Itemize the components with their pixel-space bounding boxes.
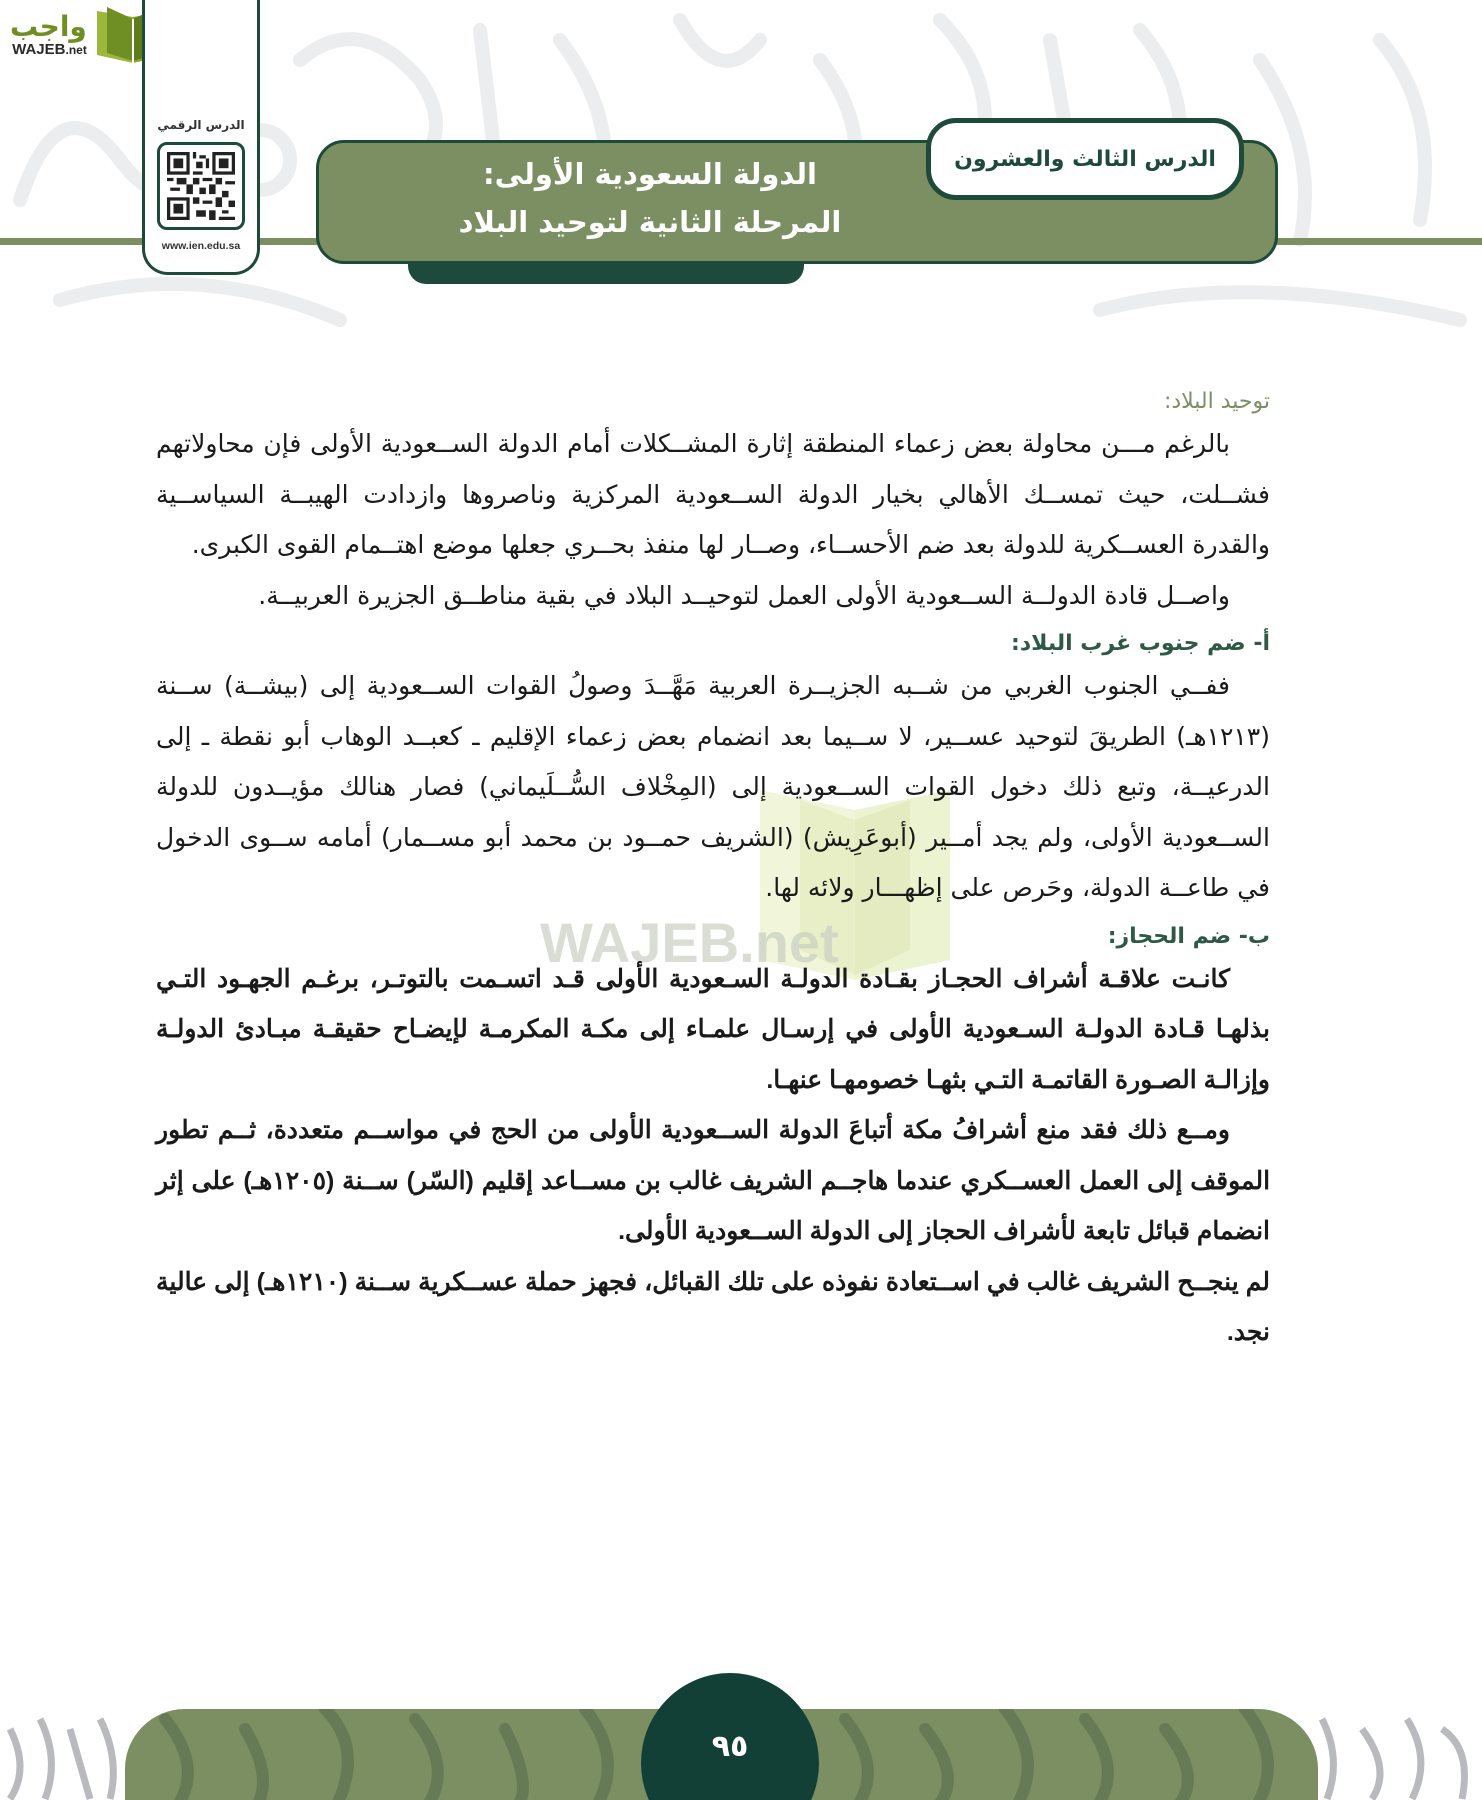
qr-code[interactable] <box>157 142 245 230</box>
digital-lesson-url[interactable]: www.ien.edu.sa <box>161 240 241 252</box>
logo-arabic-text: واجب <box>10 10 87 43</box>
paragraph: كانـت علاقـة أشراف الحجـاز بقـادة الدولـة السـعودية الأولى قـد اتسـمت بالتوتـر، برغـم الجهـود التـي بذلهـا قـادة الدولـة السـعودية الأولى في إرسـال علمـاء إلى مكـة المكرمـة لإيضـاح حقيقـة مبـادئ الدولـة وإزالـة الصـورة القاتمـة التـي بثهـا خصومهـا عنهـا. <box>156 964 1270 1094</box>
page-title <box>340 150 960 254</box>
section-heading-unification: توحيد البلاد: <box>1163 389 1270 414</box>
page-number-badge <box>641 1673 819 1800</box>
digital-lesson-label: الدرس الرقمي <box>157 118 245 132</box>
footer-calligraphy-right <box>1312 1709 1482 1800</box>
watermark-text: WAJEB.net <box>540 911 839 974</box>
logo-latin-text: WAJEB.net <box>12 41 87 58</box>
footer-calligraphy-left <box>0 1709 130 1800</box>
lesson-number-label: الدرس الثالث والعشرون <box>954 146 1216 172</box>
title-line-1: الدولة السعودية الأولى: <box>483 157 817 191</box>
paragraph: لم ينجــح الشريف غالب في اســتعادة نفوذه على تلك القبائل، فجهز حملة عســكرية ســنة (١٢١٠هـ) إلى عالية نجد. <box>156 1267 1270 1346</box>
lesson-content <box>156 385 1270 1358</box>
paragraph: ومــع ذلك فقد منع أشرافُ مكة أتباعَ الدولة الســعودية الأولى من الحج في مواســم متعددة، ثــم تطور الموقف إلى العمل العســكري عندما هاجــم الشريف غالب بن مســاعد إقليم (السّر) ســنة (١٢٠٥هـ) على إثر انضمام قبائل تابعة لأشراف الحجاز إلى الدولة الســعودية الأولى. <box>156 1116 1271 1245</box>
lesson-number-badge <box>926 118 1244 200</box>
section-heading-hijaz: ب- ضم الحجاز: <box>1107 923 1270 949</box>
paragraph: ففــي الجنوب الغربي من شــبه الجزيــرة العربية مَهَّــدَ وصولُ القوات الســعودية إلى (بيشــة) ســنة (١٢١٣هـ) الطريقَ لتوحيد عســير، لا ســيما بعد انضمام بعض زعماء الإقليم ـ كعبــد الوهاب أبو نقطة ـ إلى الدرعيــة، وتبع ذلك دخول القوات الســعودية إلى (المِخْلاف السُّــلَيماني) فصار هنالك مؤيــدون للدولة الســعودية الأولى، ولم يجد أمــير (أبوعَرِيش) (الشريف حمــود بن محمد أبو مســمار) أمامه ســوى الدخول في طاعــة الدولة، وحَرص على إظهـــار ولائه لها. <box>156 671 1270 902</box>
paragraph: بالرغم مـــن محاولة بعض زعماء المنطقة إثارة المشــكلات أمام الدولة الســعودية الأولى فإن محاولاتهم فشــلت، حيث تمســك الأهالي بخيار الدولة الســعودية المركزية وناصروها وازدادت الهيبــة السياســية والقدرة العســكرية للدولة بعد ضم الأحســاء، وصــار لها منفذ بحــري جعلها موضع اهتــمام القوى الكبرى. <box>156 429 1270 559</box>
digital-lesson-tab[interactable] <box>142 0 260 275</box>
qr-code-icon <box>167 152 235 220</box>
title-line-2: المرحلة الثانية لتوحيد البلاد <box>458 205 842 239</box>
page-number: ٩٥ <box>711 1729 749 1764</box>
section-heading-southwest: أ- ضم جنوب غرب البلاد: <box>1011 631 1270 656</box>
paragraph: واصــل قادة الدولــة الســعودية الأولى العمل لتوحيــد البلاد في بقية مناطــق الجزيرة العربيــة. <box>258 580 1230 610</box>
